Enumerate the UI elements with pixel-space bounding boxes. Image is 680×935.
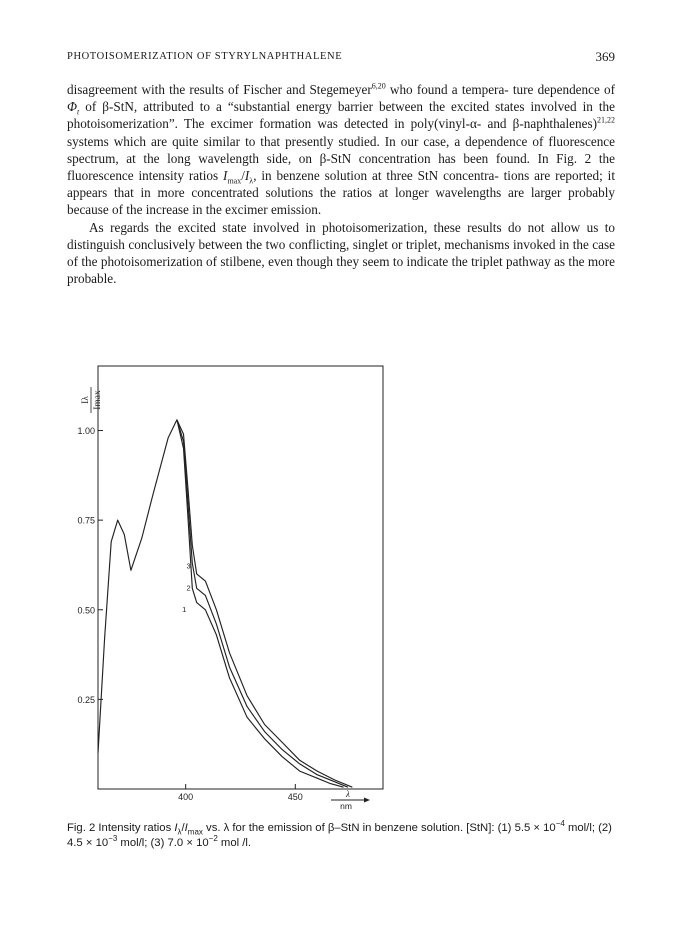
x-axis-label: λ (346, 789, 350, 799)
x-tick-label: 400 (178, 792, 194, 802)
figure-caption: Fig. 2 Intensity ratios $I_\lambda/I_{max}$ vs. λ for the emission of β–StN in benzene solution. [StN]: (1) $5.5 \times 10^{-4}$ mol/l; (2) $4.5 \times 10^{-3}$ mol/l; (3) $7.0 \times 10^{-2}$ mol /l. (67, 819, 612, 849)
paragraph-1: disagreement with the results of Fischer and Stegemeyer$^{6,20}$ who found a tempera- ture dependence of $\Phi_t$ of β-StN, attributed to a “substantial energy barrier between the excited states involved in the photoisomerization”. The excimer formation was detected in poly(vinyl-α- and β-naphthalenes)$^{21,22}$ systems which are quite similar to that presently studied. In our case, a dependence of fluorescence spectrum, at the long wavelength side, on β-StN concentration has been found. In Fig. 2 the fluorescence intensity ratios $I_{max}/I_\lambda$, in benzene solution at three StN concentra- tions are reported; it appears that in more concentrated solutions the ratios at longer wavelengths are larger probably because of the increase in the excimer emission. (67, 81, 616, 218)
y-axis-label (81, 387, 103, 413)
citation-refs: 6,20 (371, 81, 386, 91)
citation-refs: 21,22 (597, 116, 616, 126)
y-axis-label-denominator: Imax (93, 390, 103, 410)
y-axis-label-numerator: Iλ (81, 396, 91, 404)
y-tick-label: 0.50 (77, 605, 95, 616)
y-tick-label: 0.75 (77, 515, 95, 526)
body-text (67, 81, 615, 287)
figure-2 (50, 362, 390, 812)
y-tick-label: 0.25 (77, 694, 95, 705)
series-line-2 (177, 420, 348, 787)
paragraph-2: As regards the excited state involved in photoisomerization, these results do not allow us to distinguish conclusively between the two conflicting, singlet or triplet, mechanisms invoked in the case of the photoisomerization of stilbene, even though they seem to indicate the triplet pathway as the more probable. (67, 219, 616, 287)
running-head: PHOTOISOMERIZATION OF STYRYLNAPHTHALENE (67, 51, 343, 62)
y-tick-label: 1.00 (77, 426, 95, 437)
x-axis-arrow-head (364, 798, 370, 803)
page-number: 369 (595, 49, 615, 64)
intensity-ratio-chart (50, 362, 390, 812)
series-label-2: 2 (186, 583, 191, 593)
plot-frame (98, 366, 383, 789)
series-line-1 (98, 420, 344, 787)
series-label-1: 1 (182, 604, 187, 614)
x-tick-label: 450 (287, 792, 303, 802)
x-axis-unit: nm (340, 801, 352, 811)
page-header (67, 51, 615, 67)
phi-symbol: Φ (67, 99, 78, 115)
series-label-3: 3 (186, 561, 191, 571)
